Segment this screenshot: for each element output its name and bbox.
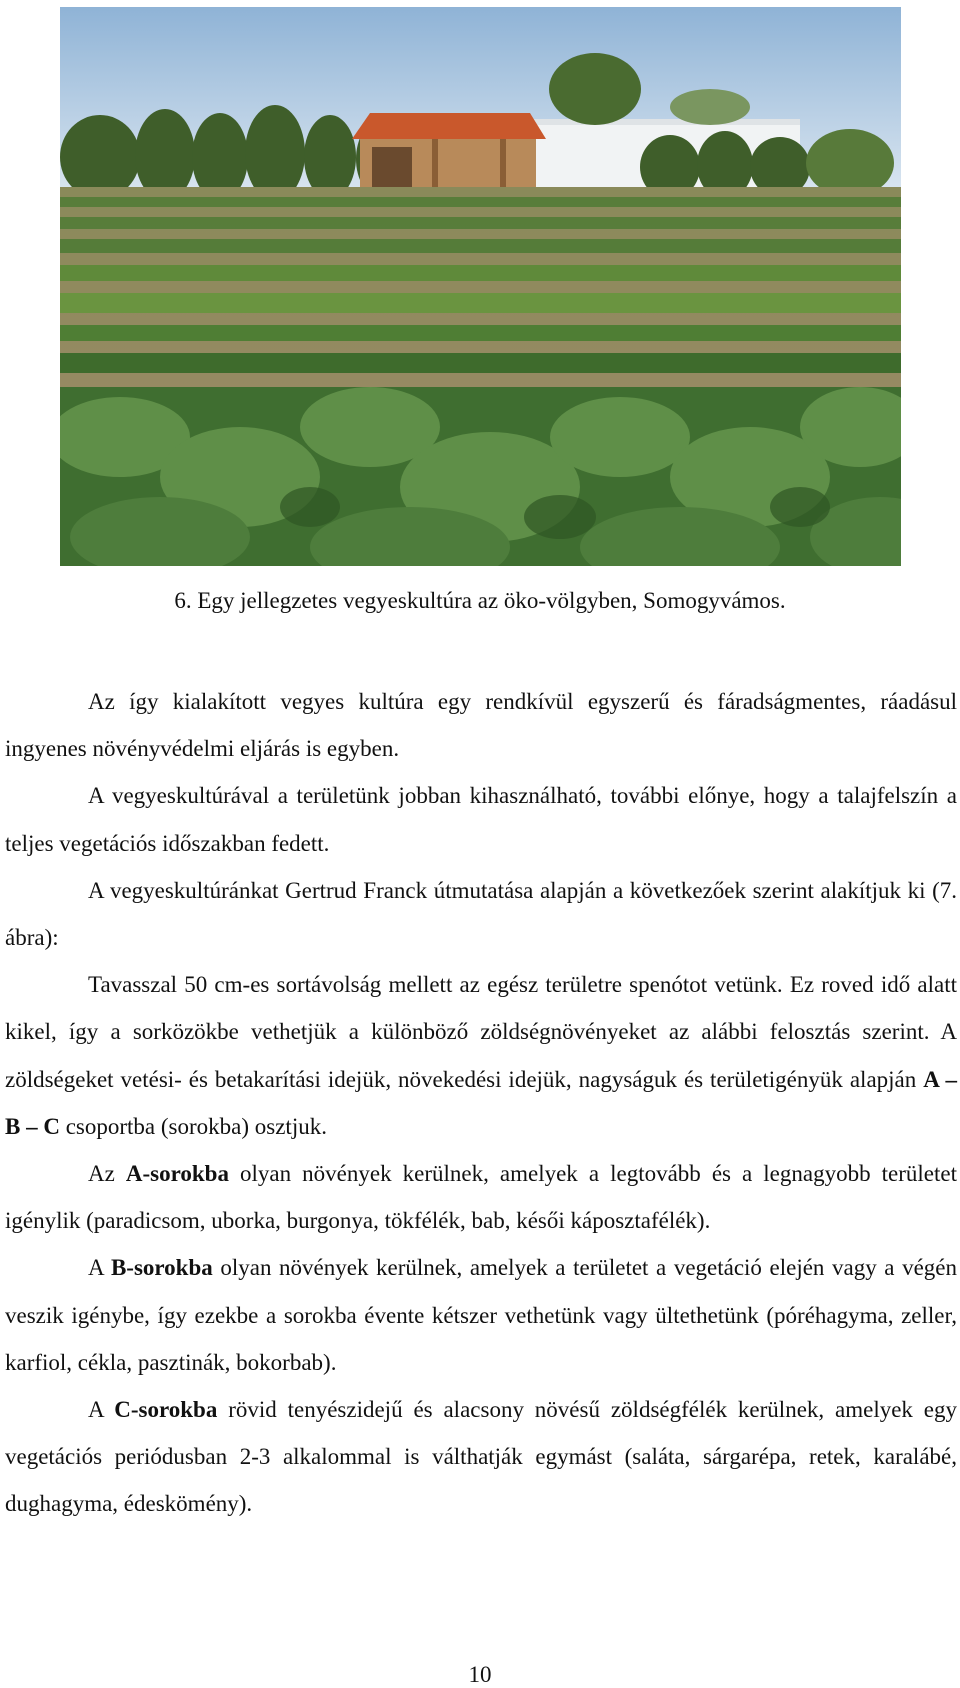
paragraph-6	[5, 1244, 957, 1386]
figure-caption: 6. Egy jellegzetes vegyeskultúra az öko-völgyben, Somogyvámos.	[174, 588, 786, 613]
dash-1: –	[938, 1066, 957, 1092]
vegetable-garden-photo	[60, 7, 901, 566]
paragraph-4	[5, 961, 957, 1150]
paragraph-5-post: olyan növények kerülnek, amelyek a legtovább és a legnagyobb területet igénylik (paradicsom, uborka, burgonya, tökfélék, bab, késői káposztafélék).	[5, 1161, 957, 1234]
paragraph-2: A vegyeskultúrával a területünk jobban kihasználható, további előnye, hogy a talajfelszín a teljes vegetációs időszakban fedett.	[5, 783, 957, 856]
page-number: 10	[468, 1662, 492, 1687]
c-rows-term: C-sorokba	[114, 1397, 218, 1423]
group-b: B	[5, 1113, 21, 1139]
group-c: C	[43, 1113, 60, 1139]
paragraph-7-pre: A	[88, 1397, 115, 1423]
paragraph-4-text: Tavasszal 50 cm-es sortávolság mellett az egész területre spenótot vetünk. Ez roved idő alatt kikel, így a sorközökbe vethetjük a különböző zöldségnövényeket az alábbi felosztás szerint. A zöldségeket vetési- és betakarítási idejük, növekedési idejük, nagyságuk és területigényük alapján	[5, 972, 957, 1092]
dash-2: –	[20, 1113, 44, 1139]
a-rows-term: A-sorokba	[125, 1161, 229, 1187]
b-rows-term: B-sorokba	[110, 1255, 213, 1281]
paragraph-5-pre: Az	[88, 1161, 126, 1187]
body-text	[5, 678, 957, 1528]
paragraph-6-pre: A	[88, 1255, 111, 1281]
paragraph-5	[5, 1150, 957, 1244]
paragraph-7-post: rövid tenyészidejű és alacsony növésű zöldségfélék kerülnek, amelyek egy vegetációs periódusban 2-3 alkalommal is válthatják egymást (saláta, sárgarépa, retek, karalábé, dughagyma, édeskömény).	[5, 1397, 958, 1517]
group-a: A	[923, 1066, 939, 1092]
paragraph-7	[5, 1386, 957, 1528]
paragraph-1: Az így kialakított vegyes kultúra egy rendkívül egyszerű és fáradságmentes, ráadásul ingyenes növényvédelmi eljárás is egyben.	[5, 689, 957, 762]
paragraph-3: A vegyeskultúránkat Gertrud Franck útmutatása alapján a következőek szerint alakítjuk ki (7. ábra):	[5, 877, 957, 951]
paragraph-4-end: csoportba (sorokba) osztjuk.	[59, 1113, 327, 1139]
paragraph-6-post: olyan növények kerülnek, amelyek a területet a vegetáció elején vagy a végén veszik igénybe, így ezekbe a sorokba évente kétszer vethetünk vagy ültethetünk (póréhagyma, zeller, karfiol, cékla, pasztinák, bokorbab).	[5, 1255, 958, 1375]
